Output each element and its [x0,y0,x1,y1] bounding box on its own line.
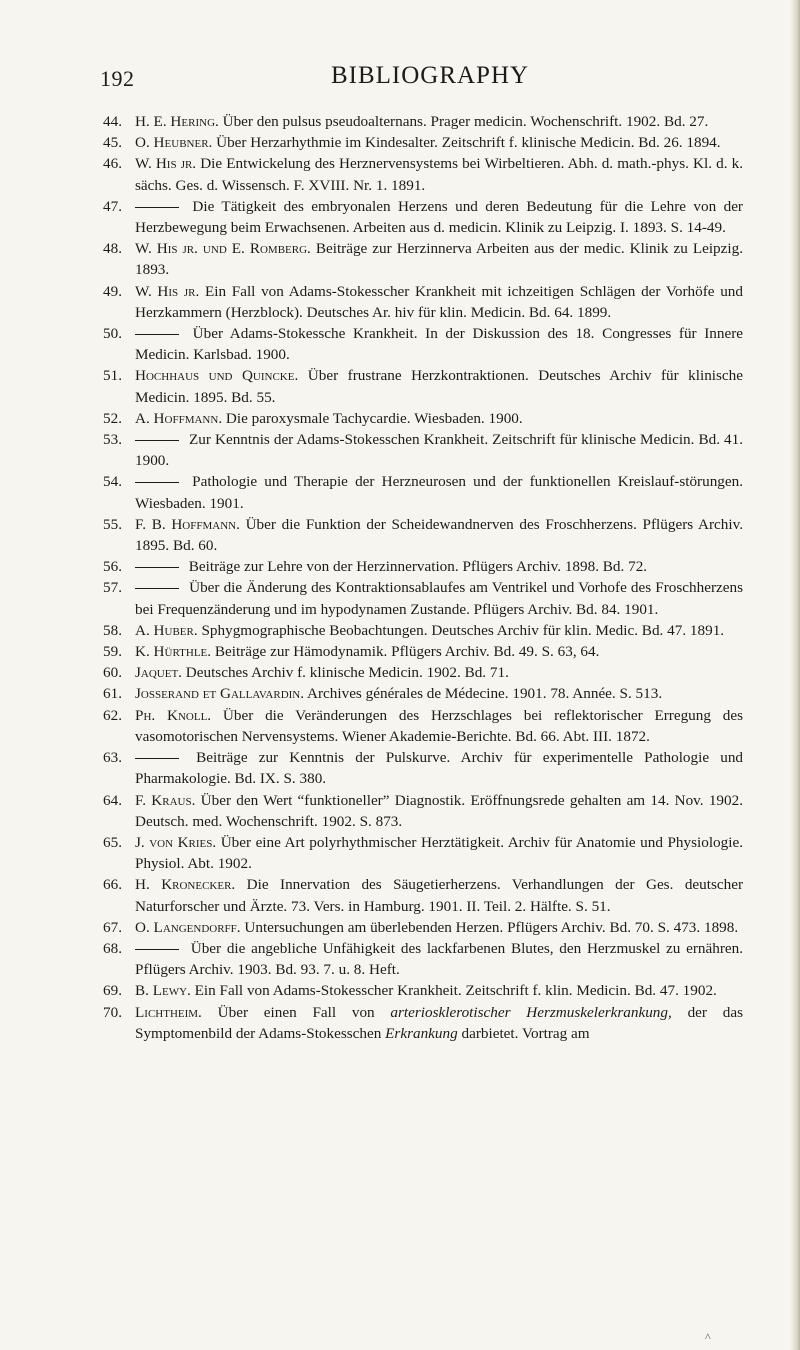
entry-number: 61. [103,685,122,703]
entry-author: B. Lewy. [135,982,191,1000]
entry-number: 56. [103,558,122,576]
entry-author: W. His jr. und E. Romberg. [135,240,311,258]
bibliography-entry [103,365,743,407]
entry-author: Ph. Knoll. [135,706,212,724]
bibliography-entry [103,408,743,429]
entry-number: 44. [103,113,122,130]
entry-text: Sphygmographische Beobachtungen. Deutsches Archiv für klin. Medic. Bd. 47. 1891. [201,621,725,639]
entry-number: 62. [103,706,122,724]
page-number: 192 [100,66,135,91]
entry-number: 50. [103,325,122,343]
ditto-dash [135,482,179,483]
entry-italic: arteriosklerotischer Herzmuskelerkrankung, [390,1003,672,1021]
entry-number: 63. [103,749,122,767]
entry-number: 54. [103,473,122,491]
bibliography-entry [103,641,743,662]
bibliography-entry [103,556,743,577]
bibliography-entry [103,196,743,238]
entry-number: 69. [103,982,122,1000]
entry-author: K. Hürthle. [135,643,212,661]
bibliography-entry [103,620,743,641]
entry-number: 53. [103,431,122,449]
entry-text: Pathologie und Therapie der Herzneurosen und der funktionellen Kreislauf-störungen. Wiesbaden. 1901. [135,473,744,512]
entry-text: Über die Veränderungen des Herzschlages bei reflektorischer Erregung des vasomotorischen Nervensystems. Wiener Akademie-Berichte. Bd. 66. Abt. III. 1872. [135,706,744,745]
entry-text: Über eine Art polyrhythmischer Herztätigkeit. Archiv für Anatomie und Physiologie. Physiol. Abt. 1902. [135,833,743,873]
bibliography-entry [103,471,743,513]
entry-number: 65. [103,833,122,851]
entry-number: 52. [103,409,122,427]
running-head: BIBLIOGRAPHY [330,62,530,89]
entry-text: Über einen Fall von [217,1003,375,1021]
entry-number: 55. [103,515,122,533]
entry-author: F. B. Hoffmann. [135,515,240,533]
entry-number: 49. [103,282,122,300]
entry-text: Ein Fall von Adams-Stokesscher Krankheit. Zeitschrift f. klin. Medicin. Bd. 47. 1902. [194,982,717,1000]
entry-text-end: darbietet. Vortrag am [461,1024,590,1042]
page-header [100,62,740,92]
bibliography-entry [103,514,743,556]
bibliography-entry [103,323,743,365]
entry-italic-2: Erkrankung [385,1024,458,1042]
bibliography-entry [103,429,743,471]
entry-number: 45. [103,134,122,152]
entry-author: W. His jr. [135,282,200,300]
bibliography-entry [103,705,743,747]
entry-number: 70. [103,1003,122,1021]
ditto-dash [135,588,179,589]
entry-number: 58. [103,621,122,639]
bibliography-entry [103,874,743,916]
ditto-dash [135,334,179,335]
entry-author: F. Kraus. [135,791,196,809]
entry-author: A. Hoffmann. [135,409,223,427]
entry-number: 51. [103,367,122,385]
bibliography-entry [103,790,743,832]
entry-number: 46. [103,155,122,173]
bibliography-entry [103,111,743,132]
entry-number: 67. [103,918,122,936]
entry-text: Archives générales de Médecine. 1901. 78. Année. S. 513. [307,685,663,703]
entry-text: Über die angebliche Unfähigkeit des lackfarbenen Blutes, den Herzmuskel zu ernähren. Pflügers Archiv. 1903. Bd. 93. 7. u. 8. Heft. [135,939,744,979]
entry-text-continued: der das Symptomenbild der Adams-Stokesschen [135,1003,743,1042]
entry-number: 57. [103,579,122,597]
entry-text: Über Herzarhythmie im Kindesalter. Zeitschrift f. klinische Medicin. Bd. 26. 1894. [216,134,721,152]
entry-author: A. Huber. [135,621,198,639]
entry-text: Über die Funktion der Scheidewandnerven des Froschherzens. Pflügers Archiv. 1895. Bd. 60. [135,515,743,555]
bibliography-entry [103,577,743,619]
entry-author: O. Langendorff. [135,918,241,936]
entry-author: H. Kronecker. [135,876,236,894]
bibliography-list [103,111,743,1044]
bibliography-entry [103,917,743,938]
bibliography-entry [103,938,743,980]
entry-author: Josserand et Gallavardin. [135,685,305,703]
ditto-dash [135,758,179,759]
entry-author: Hochhaus und Quincke. [135,367,299,385]
entry-text: Über den pulsus pseudoalternans. Prager medicin. Wochenschrift. 1902. Bd. 27. [222,113,709,130]
entry-text: Untersuchungen am überlebenden Herzen. Pflügers Archiv. Bd. 70. S. 473. 1898. [244,918,739,936]
entry-author: O. Heubner. [135,134,213,152]
entry-text: Beiträge zur Kenntnis der Pulskurve. Archiv für experimentelle Pathologie und Pharmakologie. Bd. IX. S. 380. [135,749,744,788]
entry-text: Beiträge zur Herzinnerva Arbeiten aus der medic. Klinik zu Leipzig. 1893. [135,240,743,279]
bibliography-entry [103,662,743,683]
entry-text: Über den Wert “funktioneller” Diagnostik. Eröffnungsrede gehalten am 14. Nov. 1902. Deutsch. med. Wochenschrift. 1902. S. 873. [135,791,744,830]
entry-text: Über die Änderung des Kontraktionsablaufes am Ventrikel und Vorhofe des Froschherzens bei Frequenzänderung und im hypodynamen Zustande. Pflügers Archiv. Bd. 84. 1901. [135,579,743,618]
entry-number: 59. [103,643,122,661]
ditto-dash [135,440,179,441]
bibliography-entry [103,832,743,874]
entry-text: Zur Kenntnis der Adams-Stokesschen Krankheit. Zeitschrift für klinische Medicin. Bd. 41. 1900. [135,431,743,470]
entry-number: 60. [103,664,122,682]
entry-author: Lichtheim. [135,1003,202,1021]
bibliography-entry [103,683,743,704]
entry-text: Über Adams-Stokessche Krankheit. In der Diskussion des 18. Congresses für Innere Medicin. Karlsbad. 1900. [135,325,744,364]
bibliography-entry [103,1002,743,1044]
bibliography-entry [103,281,743,323]
ditto-dash [135,949,179,950]
entry-number: 47. [103,197,122,215]
bibliography-entry [103,132,743,153]
bibliography-entry [103,153,743,195]
entry-author: J. von Kries. [135,833,217,851]
entry-text: Beiträge zur Lehre von der Herzinnervation. Pflügers Archiv. 1898. Bd. 72. [188,558,648,576]
bibliography-entry [103,238,743,280]
entry-text: Die Entwickelung des Herznervensystems bei Wirbeltieren. Abh. d. math.-phys. Kl. d. k. sächs. Ges. d. Wissensch. F. XVIII. Nr. 1. 1891. [135,155,743,194]
entry-text: Ein Fall von Adams-Stokesscher Krankheit mit ichzeitigen Schlägen der Vorhöfe und Herzkammern (Herzblock). Deutsches Ar. hiv für klin. Medicin. Bd. 64. 1899. [135,282,743,321]
entry-author: H. E. Hering. [135,113,219,130]
entry-text: Deutsches Archiv f. klinische Medicin. 1902. Bd. 71. [185,664,509,682]
entry-text: Beiträge zur Hämodynamik. Pflügers Archiv. Bd. 49. S. 63, 64. [214,643,600,661]
bibliography-entry [103,747,743,789]
entry-text: Die Tätigkeit des embryonalen Herzens und deren Bedeutung für die Lehre von der Herzbewegung beim Erwachsenen. Arbeiten aus d. medicin. Klinik zu Leipzig. I. 1893. S. 14-49. [135,197,743,237]
entry-text: Die paroxysmale Tachycardie. Wiesbaden. 1900. [225,409,523,427]
bibliography-entry [103,980,743,1001]
page-edge-shadow [790,0,800,1350]
entry-text: Die Innervation des Säugetierherzens. Verhandlungen der Ges. deutscher Naturforscher und Ärzte. 73. Vers. in Hamburg. 1901. II. Teil. 2. Hälfte. S. 51. [135,876,744,915]
entry-number: 48. [103,240,122,258]
scan-mark: ^ [705,1330,711,1344]
entry-text: Über frustrane Herzkontraktionen. Deutsches Archiv für klinische Medicin. 1895. Bd. 55. [135,367,744,406]
ditto-dash [135,207,179,208]
entry-author: Jaquet. [135,664,182,682]
ditto-dash [135,567,179,568]
entry-number: 64. [103,791,122,809]
entry-author: W. His jr. [135,155,197,173]
entry-number: 66. [103,876,122,894]
entry-number: 68. [103,939,122,957]
